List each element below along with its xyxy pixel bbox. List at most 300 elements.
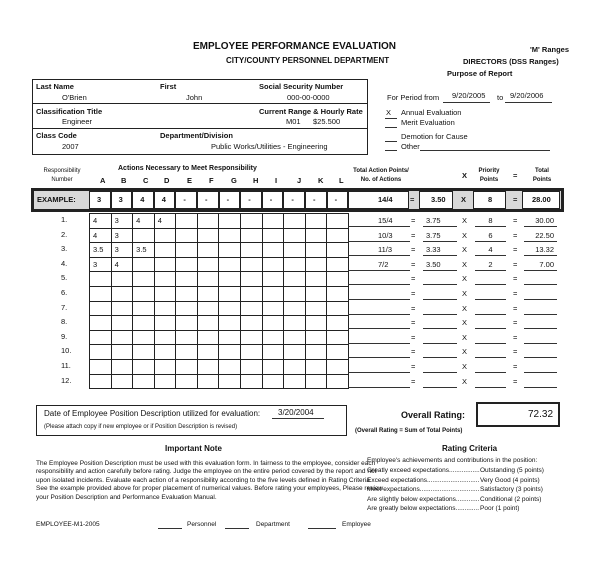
column-letter-e: E: [187, 176, 193, 185]
action-rating-cell[interactable]: [176, 228, 198, 243]
action-rating-cell[interactable]: [133, 316, 155, 331]
action-rating-cell[interactable]: [197, 359, 219, 374]
equals-sign: =: [513, 376, 518, 386]
equals-sign: =: [411, 303, 416, 313]
action-rating-cell[interactable]: [262, 301, 284, 316]
column-letter-d: D: [164, 176, 170, 185]
action-rating-cell[interactable]: [133, 228, 155, 243]
responsibility-number: 10.: [61, 346, 72, 356]
total-points[interactable]: 7.00: [539, 259, 554, 269]
equals-sign: =: [513, 216, 518, 225]
action-rating-cell[interactable]: [197, 214, 219, 229]
action-rating-cell[interactable]: [176, 272, 198, 287]
equals-sign: =: [411, 230, 416, 240]
action-rating-cell[interactable]: [111, 330, 133, 345]
action-rating-cell[interactable]: 4: [154, 214, 176, 229]
action-rating-cell[interactable]: [219, 228, 241, 243]
action-rating-cell[interactable]: [305, 359, 327, 374]
example-cell: -: [313, 195, 316, 204]
action-rating-cell[interactable]: 3: [111, 228, 133, 243]
action-rating-cell[interactable]: [284, 301, 306, 316]
criteria-value: Outstanding (5 points): [480, 467, 544, 474]
column-letter-f: F: [209, 176, 214, 185]
action-rating-cell[interactable]: [197, 301, 219, 316]
action-rating-cell[interactable]: [154, 374, 176, 389]
column-letter-i: I: [275, 176, 278, 185]
action-rating-cell[interactable]: [90, 272, 112, 287]
range-value[interactable]: M01: [286, 117, 301, 126]
action-rating-cell[interactable]: [284, 257, 306, 272]
action-rating-cell[interactable]: [197, 330, 219, 345]
action-rating-cell[interactable]: [241, 243, 263, 258]
criteria-value: Very Good (4 points): [480, 476, 540, 484]
action-rating-cell[interactable]: 3.5: [90, 243, 112, 258]
first-name-value[interactable]: John: [186, 93, 203, 102]
action-ratio[interactable]: 10/3: [378, 230, 393, 240]
action-rating-cell[interactable]: [262, 272, 284, 287]
action-rating-cell[interactable]: [327, 316, 349, 331]
multiply-sign: X: [462, 347, 468, 357]
multiply-sign: X: [462, 230, 468, 240]
annual-evaluation-checkmark[interactable]: X: [386, 108, 392, 117]
action-rating-cell[interactable]: [305, 257, 327, 272]
action-rating-cell[interactable]: [176, 286, 198, 301]
action-rating-cell[interactable]: [241, 301, 263, 316]
average-points[interactable]: 3.50: [426, 259, 441, 269]
overall-rating-value[interactable]: 72.32: [528, 409, 554, 420]
demotion-checkbox[interactable]: [385, 141, 397, 142]
action-rating-cell[interactable]: [219, 316, 241, 331]
rating-criteria-title: Rating Criteria: [442, 444, 498, 453]
action-rating-cell[interactable]: [154, 228, 176, 243]
responsibility-number: 4.: [61, 258, 68, 268]
example-equals-2: =: [513, 195, 518, 204]
action-rating-cell[interactable]: [111, 316, 133, 331]
equals-sign: =: [513, 274, 518, 284]
m-ranges-label: 'M' Ranges: [530, 45, 569, 54]
column-letter-l: L: [339, 176, 344, 185]
last-name-value[interactable]: O'Brien: [62, 93, 87, 102]
criteria-label: Are greatly below expectations.............: [367, 505, 479, 513]
action-rating-cell[interactable]: 4: [111, 257, 133, 272]
action-rating-cell[interactable]: [262, 374, 284, 389]
equals-sign: =: [513, 347, 518, 357]
example-cell-box: [327, 191, 349, 209]
action-rating-cell[interactable]: [284, 330, 306, 345]
action-rating-cell[interactable]: [284, 316, 306, 331]
table-row: [90, 243, 349, 258]
action-rating-cell[interactable]: [327, 228, 349, 243]
action-rating-cell[interactable]: [219, 214, 241, 229]
other-label: Other: [401, 142, 420, 151]
action-rating-cell[interactable]: [154, 359, 176, 374]
action-rating-cell[interactable]: [90, 374, 112, 389]
action-rating-cell[interactable]: [305, 228, 327, 243]
action-rating-cell[interactable]: 3: [111, 243, 133, 258]
action-rating-cell[interactable]: [327, 359, 349, 374]
action-rating-cell[interactable]: [219, 257, 241, 272]
equals-sign: =: [411, 347, 416, 357]
period-from-label: For Period from: [387, 93, 440, 102]
table-row: [90, 345, 349, 360]
ssn-label: Social Security Number: [259, 82, 344, 91]
action-rating-cell[interactable]: [305, 243, 327, 258]
action-rating-cell[interactable]: [327, 286, 349, 301]
action-rating-cell[interactable]: [133, 272, 155, 287]
action-rating-cell[interactable]: [90, 316, 112, 331]
action-rating-cell[interactable]: [154, 330, 176, 345]
action-rating-cell[interactable]: 4: [90, 228, 112, 243]
priority-points[interactable]: 4: [488, 245, 493, 255]
action-rating-cell[interactable]: [241, 330, 263, 345]
action-rating-cell[interactable]: [262, 228, 284, 243]
action-rating-cell[interactable]: [262, 257, 284, 272]
employee-initials-line[interactable]: [308, 528, 336, 529]
column-letter-c: C: [143, 176, 149, 185]
action-rating-cell[interactable]: [176, 214, 198, 229]
criteria-value: Poor (1 point): [480, 505, 520, 513]
total-points[interactable]: 30.00: [535, 216, 554, 225]
table-row: [90, 301, 349, 316]
example-multiply: X: [461, 195, 467, 204]
example-average: 3.50: [431, 195, 446, 204]
department-label: Department/Division: [160, 131, 233, 140]
action-rating-cell[interactable]: [176, 374, 198, 389]
action-rating-cell[interactable]: [154, 286, 176, 301]
example-cell-box: [175, 191, 197, 209]
example-cell: 3: [118, 195, 123, 204]
other-input[interactable]: [420, 150, 550, 151]
criteria-label: Are slightly below expectations.............: [367, 495, 480, 503]
action-rating-cell[interactable]: [111, 359, 133, 374]
action-rating-cell[interactable]: [284, 228, 306, 243]
action-rating-cell[interactable]: [241, 345, 263, 360]
action-rating-cell[interactable]: [219, 345, 241, 360]
annual-evaluation-label: Annual Evaluation: [401, 108, 462, 117]
action-rating-cell[interactable]: [262, 286, 284, 301]
action-rating-cell[interactable]: [241, 359, 263, 374]
example-total: 28.00: [532, 195, 551, 204]
purpose-label: Purpose of Report: [447, 69, 513, 78]
example-cell: -: [334, 195, 338, 204]
action-rating-cell[interactable]: [176, 257, 198, 272]
action-ratio[interactable]: 11/3: [378, 245, 393, 255]
priority-points[interactable]: 8: [488, 216, 493, 225]
first-name-label: First: [160, 82, 177, 91]
action-rating-cell[interactable]: [305, 374, 327, 389]
action-rating-cell[interactable]: [327, 257, 349, 272]
action-rating-cell[interactable]: [305, 272, 327, 287]
action-rating-cell[interactable]: [241, 286, 263, 301]
class-code-label: Class Code: [36, 131, 77, 140]
action-rating-cell[interactable]: [327, 243, 349, 258]
criteria-value: Satisfactory (3 points): [480, 486, 543, 494]
important-note-text: The Employee Position Description must be used with this evaluation form. In fairness to the employee, consider each responsibility and action carefully before rating. Judge the employee on the entire period covered by the report and not upon isolated incidents. Evaluate each action of a responsibility according to the five levels defined in Rating Criteria. See the example provided above for proper placement of numerical values. Before rating your employees, Please review your Position Description and Performance Evaluation Manual.: [36, 460, 384, 501]
action-rating-cell[interactable]: [241, 316, 263, 331]
action-rating-cell[interactable]: [327, 272, 349, 287]
action-rating-cell[interactable]: [197, 316, 219, 331]
action-rating-cell[interactable]: 4: [90, 214, 112, 229]
class-code-value[interactable]: 2007: [62, 142, 79, 151]
table-row: [90, 359, 349, 374]
equals-sign: =: [513, 332, 518, 342]
action-rating-cell[interactable]: [154, 316, 176, 331]
action-rating-cell[interactable]: [241, 228, 263, 243]
table-row: [90, 330, 349, 345]
action-rating-cell[interactable]: [241, 272, 263, 287]
table-row: [90, 286, 349, 301]
action-rating-cell[interactable]: [154, 243, 176, 258]
important-note-title: Important Note: [165, 444, 222, 453]
action-rating-cell[interactable]: [197, 345, 219, 360]
position-date-label: Date of Employee Position Description utilized for evaluation:: [44, 409, 261, 418]
action-rating-cell[interactable]: [219, 330, 241, 345]
equals-sign: =: [411, 245, 416, 255]
period-from-value[interactable]: 9/20/2005: [452, 91, 486, 100]
total-points[interactable]: 13.32: [535, 245, 554, 255]
action-rating-cell[interactable]: [327, 330, 349, 345]
demotion-label: Demotion for Cause: [401, 132, 468, 141]
action-rating-cell[interactable]: [305, 345, 327, 360]
action-rating-cell[interactable]: [262, 316, 284, 331]
action-rating-cell[interactable]: [133, 330, 155, 345]
equals-header: =: [513, 171, 518, 180]
action-rating-cell[interactable]: [284, 345, 306, 360]
equals-sign: =: [411, 362, 416, 371]
action-rating-cell[interactable]: [284, 286, 306, 301]
table-row: [90, 257, 349, 272]
action-rating-cell[interactable]: [133, 257, 155, 272]
equals-sign: =: [513, 303, 518, 313]
multiply-sign: X: [462, 289, 468, 298]
total-action-points-header: Total Action Points/ No. of Actions: [353, 168, 409, 183]
column-letter-a: A: [100, 176, 106, 185]
example-ratio: 14/4: [378, 195, 393, 204]
equals-sign: =: [411, 289, 416, 298]
classification-title-label: Classification Title: [36, 107, 103, 116]
equals-sign: =: [513, 245, 518, 255]
action-rating-cell[interactable]: [284, 272, 306, 287]
action-rating-cell[interactable]: [219, 359, 241, 374]
equals-sign: =: [513, 318, 518, 328]
priority-points[interactable]: 6: [488, 230, 493, 240]
action-rating-cell[interactable]: [90, 330, 112, 345]
action-rating-cell[interactable]: [111, 272, 133, 287]
equals-sign: =: [411, 318, 416, 328]
action-rating-cell[interactable]: [197, 257, 219, 272]
action-rating-cell[interactable]: [133, 286, 155, 301]
responsibility-number: 12.: [61, 375, 72, 385]
form-subtitle: CITY/COUNTY PERSONNEL DEPARTMENT: [226, 56, 390, 65]
action-rating-cell[interactable]: [197, 243, 219, 258]
responsibility-number: 9.: [61, 331, 68, 341]
action-rating-cell[interactable]: [327, 345, 349, 360]
department-value[interactable]: Public Works/Utilities - Engineering: [211, 142, 328, 151]
personnel-initials-line[interactable]: [158, 528, 182, 529]
action-rating-cell[interactable]: 3.5: [133, 243, 155, 258]
employee-signoff-label: Employee: [342, 521, 371, 528]
action-rating-cell[interactable]: [284, 374, 306, 389]
action-rating-cell[interactable]: [111, 374, 133, 389]
multiply-sign: X: [462, 362, 468, 371]
position-date-value[interactable]: 3/20/2004: [278, 408, 314, 417]
action-rating-cell[interactable]: [305, 330, 327, 345]
example-priority: 8: [488, 195, 493, 204]
action-rating-cell[interactable]: [154, 301, 176, 316]
example-cell: -: [183, 195, 186, 204]
multiply-sign: X: [462, 376, 468, 386]
action-rating-cell[interactable]: [90, 359, 112, 374]
action-rating-cell[interactable]: [262, 345, 284, 360]
action-rating-cell[interactable]: [219, 243, 241, 258]
average-points[interactable]: 3.75: [426, 230, 441, 240]
action-rating-cell[interactable]: [176, 243, 198, 258]
classification-title-value[interactable]: Engineer: [62, 117, 93, 126]
example-cell-box: [262, 191, 284, 209]
action-rating-cell[interactable]: [241, 374, 263, 389]
merit-evaluation-checkbox[interactable]: [385, 127, 397, 128]
action-rating-cell[interactable]: [176, 330, 198, 345]
average-points[interactable]: 3.75: [426, 216, 441, 225]
action-rating-cell[interactable]: [219, 374, 241, 389]
action-rating-cell[interactable]: [305, 316, 327, 331]
total-points-header: Total Points: [532, 168, 552, 183]
action-rating-cell[interactable]: [90, 286, 112, 301]
example-cell-box: [283, 191, 305, 209]
action-rating-cell[interactable]: [90, 301, 112, 316]
action-rating-cell[interactable]: [305, 214, 327, 229]
action-rating-cell[interactable]: [111, 345, 133, 360]
ssn-value[interactable]: 000-00-0000: [287, 93, 330, 102]
action-rating-cell[interactable]: [133, 374, 155, 389]
criteria-value: Conditional (2 points): [480, 495, 542, 503]
priority-points-header: Priority Points: [478, 168, 500, 183]
action-rating-cell[interactable]: [133, 359, 155, 374]
example-cell: 3: [97, 195, 102, 204]
multiply-header: X: [462, 171, 468, 180]
example-cell: 4: [161, 195, 166, 204]
equals-sign: =: [513, 362, 518, 371]
responsibility-number: 6.: [61, 288, 68, 297]
action-rating-cell[interactable]: [284, 359, 306, 374]
rating-criteria-intro: Employee's achievements and contributions in the position:: [367, 457, 538, 464]
equals-sign: =: [411, 376, 416, 386]
responsibility-number: 8.: [61, 317, 68, 327]
action-rating-cell[interactable]: [197, 374, 219, 389]
action-ratio[interactable]: 15/4: [378, 216, 393, 225]
action-rating-cell[interactable]: [154, 257, 176, 272]
action-rating-cell[interactable]: [197, 272, 219, 287]
last-name-label: Last Name: [36, 82, 74, 91]
position-date-note: (Please attach copy if new employee or if Position Description is revised): [44, 424, 238, 430]
criteria-label: Greatly exceed expectations.................: [367, 467, 480, 474]
responsibility-number: 2.: [61, 229, 68, 239]
example-cell: -: [291, 195, 294, 204]
action-rating-cell[interactable]: [262, 330, 284, 345]
example-cell: -: [226, 195, 230, 204]
column-letter-g: G: [231, 176, 237, 185]
equals-sign: =: [411, 332, 416, 342]
action-rating-cell[interactable]: [327, 301, 349, 316]
action-rating-cell[interactable]: [284, 214, 306, 229]
table-row: [90, 316, 349, 331]
multiply-sign: X: [462, 259, 468, 269]
action-rating-cell[interactable]: [154, 272, 176, 287]
action-rating-cell[interactable]: [133, 345, 155, 360]
multiply-sign: X: [462, 216, 468, 225]
action-rating-cell[interactable]: [305, 286, 327, 301]
action-rating-cell[interactable]: 3: [111, 214, 133, 229]
action-rating-cell[interactable]: [111, 286, 133, 301]
action-rating-cell[interactable]: 4: [133, 214, 155, 229]
action-rating-cell[interactable]: [176, 345, 198, 360]
table-row: [90, 374, 349, 389]
period-to-value[interactable]: 9/20/2006: [510, 91, 544, 100]
action-rating-cell[interactable]: [176, 316, 198, 331]
action-rating-cell[interactable]: [90, 345, 112, 360]
column-letter-j: J: [297, 176, 302, 185]
actions-header: Actions Necessary to Meet Responsibility: [118, 165, 257, 172]
action-rating-cell[interactable]: [219, 286, 241, 301]
form-code: EMPLOYEE-M1-2005: [36, 521, 100, 528]
action-rating-cell[interactable]: [262, 359, 284, 374]
average-points[interactable]: 3.33: [426, 245, 441, 255]
action-rating-cell[interactable]: [262, 214, 284, 229]
action-rating-cell[interactable]: [241, 214, 263, 229]
action-ratio[interactable]: 7/2: [378, 259, 389, 269]
action-rating-cell[interactable]: [241, 257, 263, 272]
equals-sign: =: [411, 274, 416, 284]
period-to-label: to: [497, 93, 504, 102]
overall-rating-formula: (Overall Rating = Sum of Total Points): [355, 428, 463, 434]
action-rating-cell[interactable]: [133, 301, 155, 316]
personnel-signoff-label: Personnel: [187, 521, 217, 528]
action-rating-cell[interactable]: [305, 301, 327, 316]
action-rating-cell[interactable]: [219, 301, 241, 316]
example-cell: -: [205, 195, 208, 204]
merit-evaluation-label: Merit Evaluation: [401, 118, 455, 127]
table-row: [90, 228, 349, 243]
equals-sign: =: [513, 230, 518, 240]
department-signoff-label: Department: [256, 521, 290, 528]
priority-points[interactable]: 2: [488, 259, 493, 269]
action-rating-cell[interactable]: [284, 243, 306, 258]
department-initials-line[interactable]: [225, 528, 249, 529]
action-rating-cell[interactable]: [154, 345, 176, 360]
other-checkbox[interactable]: [385, 150, 397, 151]
column-letter-b: B: [121, 176, 127, 185]
total-points[interactable]: 22.50: [535, 230, 554, 240]
action-rating-cell[interactable]: [176, 301, 198, 316]
rate-value[interactable]: $25.500: [313, 117, 341, 126]
action-rating-cell[interactable]: [262, 243, 284, 258]
action-rating-cell[interactable]: [197, 228, 219, 243]
table-row: [90, 214, 349, 229]
responsibility-number: 11.: [61, 361, 71, 370]
equals-sign: =: [513, 289, 518, 298]
action-rating-cell[interactable]: [111, 301, 133, 316]
multiply-sign: X: [462, 274, 468, 284]
action-rating-cell[interactable]: [327, 214, 349, 229]
responsibility-number: 3.: [61, 244, 68, 254]
action-rating-cell[interactable]: [327, 374, 349, 389]
action-rating-cell[interactable]: [176, 359, 198, 374]
action-ratings-grid[interactable]: [89, 213, 349, 389]
action-rating-cell[interactable]: 3: [90, 257, 112, 272]
example-cell: 4: [140, 195, 145, 204]
action-rating-cell[interactable]: [197, 286, 219, 301]
action-rating-cell[interactable]: [219, 272, 241, 287]
